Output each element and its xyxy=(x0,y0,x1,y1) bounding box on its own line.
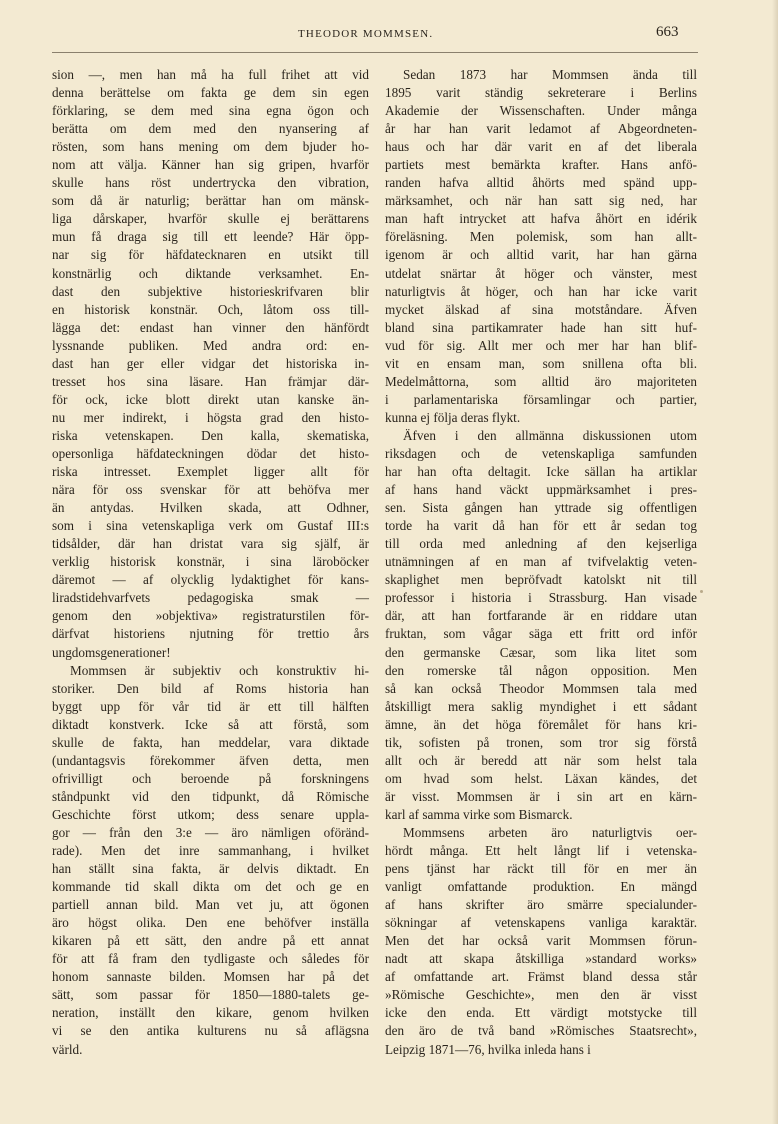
text-line: mycket älskad af sina motståndare. Äfven xyxy=(385,301,697,317)
text-line: rösten, som hans mening om dem bjuder ho- xyxy=(52,139,369,155)
text-line: den germanske Cæsar, som lika litet som xyxy=(385,644,697,660)
text-line: Äfven i den allmänna diskussionen utom xyxy=(403,427,697,443)
text-line: riska vetenskapen. Den kalla, skematiska, xyxy=(52,427,369,443)
running-head xyxy=(0,26,778,46)
page-edge-shadow xyxy=(772,0,778,1124)
text-line: sätt, som passar för 1850—1880-talets ge- xyxy=(52,987,369,1003)
text-line: Medelmåttorna, som alltid äro majoriteten xyxy=(385,373,697,389)
text-line: nu mer indirekt, i högsta grad den histo- xyxy=(52,409,369,425)
text-line: ämne, än det höga föremålet för hans kri- xyxy=(385,716,697,732)
text-line: föreläsning. Men polemisk, som han allt- xyxy=(385,229,697,245)
text-line: haus och har där varit en af det liberala xyxy=(385,139,697,155)
text-line: partiets mest bemärkta krafter. Hans anfö- xyxy=(385,157,697,173)
text-line: liradstidehvarfvets pedagogiska smak — xyxy=(52,590,369,606)
text-line: Men det har också varit Mommsen förun- xyxy=(385,933,697,949)
text-line: Geschichte först utkom; dess senare uppla- xyxy=(52,806,369,822)
text-line: fruktan, som vågar säga ett fritt ord inför xyxy=(385,626,697,642)
text-line: honom sannaste bilden. Momsen har på det xyxy=(52,969,369,985)
text-line: byggt upp för vår tid är ett till hälften xyxy=(52,698,369,714)
text-line: lyssnande publiken. Med andra ord: en- xyxy=(52,337,369,353)
margin-speck xyxy=(700,590,703,593)
text-line: genom den »objektiva» registraturstilen för- xyxy=(52,608,369,624)
text-line: bland sina partikamrater hade han sitt huf- xyxy=(385,319,697,335)
page-number: 663 xyxy=(656,24,679,40)
text-line: rade). Men det inre sammanhang, i hvilket xyxy=(52,843,369,859)
text-line: än antydas. Hvilken skada, att Odhner, xyxy=(52,500,369,516)
text-line: den äro de två band »Römisches Staatsrecht», xyxy=(385,1023,697,1039)
text-line: konstnärlig och diktande verksamhet. En- xyxy=(52,265,369,281)
text-line: vanligt omfattande produktion. En mängd xyxy=(385,879,697,895)
text-line: allt och är beredd att när som helst tala xyxy=(385,752,697,768)
text-line: ungdomsgenerationer! xyxy=(52,644,171,660)
text-line: af hans skrifter äro smärre specialunder- xyxy=(385,897,697,913)
text-line: professor i historia i Strassburg. Han visade xyxy=(385,590,697,606)
text-line: utnämningen af en man af tvifvelaktig veten- xyxy=(385,554,697,570)
text-line: partiell annan bild. Man vet ju, att ögonen xyxy=(52,897,369,913)
text-line: nadt att skapa åtskilliga »standard works» xyxy=(385,951,697,967)
text-line: för ock, icke blott direkt utan kanske än- xyxy=(52,391,369,407)
text-line: Mommsens arbeten äro naturligtvis oer- xyxy=(403,824,697,840)
text-line: vit en ensam man, som snillena ofta bli. xyxy=(385,355,697,371)
text-line: märksamhet, och när han satt sig ned, har xyxy=(385,193,697,209)
text-line: så kan också Theodor Mommsen tala med xyxy=(385,680,697,696)
text-line: den romerske tål någon opposition. Men xyxy=(385,662,697,678)
text-line: skaplighet men bepröfvadt katolskt nit till xyxy=(385,572,697,588)
text-line: år har han varit ledamot af Abgeordneten- xyxy=(385,121,697,137)
text-line: vud för sig. Allt mer och mer har han blif- xyxy=(385,337,697,353)
text-line: hördt många. Ett helt långt lif i vetenska- xyxy=(385,843,697,859)
text-line: verklig historisk konstnär, i sina läroböcker xyxy=(52,554,369,570)
text-line: därfvat historiens njutning för trettio års xyxy=(52,626,369,642)
text-line: ståndpunkt vid den tidpunkt, då Römische xyxy=(52,788,369,804)
text-line: torde ha varit då han för ett år sedan tog xyxy=(385,518,697,534)
text-line: Leipzig 1871—76, hvilka inleda hans i xyxy=(385,1041,591,1057)
text-line: där, att han fortfarande är en riddare utan xyxy=(385,608,697,624)
text-line: för att få fram den tydligaste och således för xyxy=(52,951,369,967)
text-line: nära för oss svenskar för att behöfva mer xyxy=(52,482,369,498)
text-line: äro högst olika. Den ene behöfver inställa xyxy=(52,915,369,931)
text-line: karl af samma virke som Bismarck. xyxy=(385,806,573,822)
text-line: liga dårskaper, hvarför skulle ej berättarens xyxy=(52,211,369,227)
text-line: åtskilligt mera saklig myndighet i ett sådant xyxy=(385,698,697,714)
text-line: dast den subjektive historieskrifvaren blir xyxy=(52,283,369,299)
text-line: som då är naturlig; berättar han om mänsk- xyxy=(52,193,369,209)
text-line: »Römische Geschichte», men den är visst xyxy=(385,987,697,1003)
text-line: sion —, men han må ha full frihet att vid xyxy=(52,67,369,82)
text-line: pens tjänst har räckt till för en mer än xyxy=(385,861,697,877)
text-line: opersonliga häfdateckningen dödar det histo- xyxy=(52,445,369,461)
text-line: förklaring, se dem med sina egna ögon och xyxy=(52,103,369,119)
text-line: som i sina vetenskapliga verk om Gustaf III:s xyxy=(52,518,369,534)
text-line: riksdagen och de vetenskapliga samfunden xyxy=(385,445,697,461)
text-line: Sedan 1873 har Mommsen ända till xyxy=(403,67,697,82)
text-line: i parlamentariska församlingar och partier, xyxy=(385,391,697,407)
text-line: är visst. Mommsen är i sin art en kärn- xyxy=(385,788,697,804)
text-line: värld. xyxy=(52,1041,83,1057)
running-title: THEODOR MOMMSEN. xyxy=(298,28,434,40)
text-line: däremot — af olycklig lydaktighet för kans- xyxy=(52,572,369,588)
text-line: naturligtvis åt höger, och han har icke varit xyxy=(385,283,697,299)
text-line: af hans hand väckt uppmärksamhet i pres- xyxy=(385,482,697,498)
text-line: han ställt sina fakta, är delvis diktadt. En xyxy=(52,861,369,877)
text-line: icke den enda. Ett värdigt motstycke till xyxy=(385,1005,697,1021)
text-line: berätta om dem med den nyansering af xyxy=(52,121,369,137)
text-line: af omfattande art. Främst bland dessa står xyxy=(385,969,697,985)
left-column xyxy=(52,66,369,1059)
text-line: om hvad som helst. Läxan kändes, det xyxy=(385,770,697,786)
text-line: riska intresset. Exemplet ligger allt för xyxy=(52,464,369,480)
text-line: vi se den antika kulturens nu så aflägsna xyxy=(52,1023,369,1039)
text-line: mun få draga sig till ett leende? Här öpp- xyxy=(52,229,369,245)
text-line: tresset hos sina läsare. Han främjar där- xyxy=(52,373,369,389)
text-line: nom att välja. Känner han sig gripen, hvarför xyxy=(52,157,369,173)
text-line: storiker. Den bild af Roms historia han xyxy=(52,680,369,696)
text-line: tik, sofisten på tronen, som tror sig förstå xyxy=(385,734,697,750)
text-line: tidsålder, där han dristat vara sig själf, är xyxy=(52,536,369,552)
right-column xyxy=(385,66,697,1059)
text-line: 1895 varit ständig sekreterare i Berlins xyxy=(385,85,697,101)
text-line: denna berättelse om fakta ge dem sin egen xyxy=(52,85,369,101)
text-line: sen. Sista gången han yttrade sig offentligen xyxy=(385,500,697,516)
text-line: nar sig för häfdatecknaren en utsikt till xyxy=(52,247,369,263)
text-line: till orda med anledning af den kejserliga xyxy=(385,536,697,552)
text-line: skulle de fakta, han meddelar, vara diktade xyxy=(52,734,369,750)
text-line: (undantagsvis förekommer äfven detta, men xyxy=(52,752,369,768)
text-line: man haft intrycket att hafva åhört en idérik xyxy=(385,211,697,227)
text-line: gor — från den 3:e — äro nämligen oföränd- xyxy=(52,824,369,840)
text-line: dast han ger eller vidgar det historiska in- xyxy=(52,355,369,371)
text-line: kommande tid skall dikta om det och ge en xyxy=(52,879,369,895)
text-line: har han ofta deltagit. Icke sällan ha artiklar xyxy=(385,464,697,480)
text-line: kunna ej följa deras flykt. xyxy=(385,409,521,425)
text-line: Mommsen är subjektiv och konstruktiv hi- xyxy=(70,662,369,678)
text-line: kikaren på ett sätt, den andre på ett annat xyxy=(52,933,369,949)
text-line: randen hafva alltid åhörts med spänd upp- xyxy=(385,175,697,191)
text-line: lägga det: endast han vinner den hänfördt xyxy=(52,319,369,335)
header-rule xyxy=(52,52,698,53)
text-line: sökningar af vetenskapens vanliga karaktär. xyxy=(385,915,697,931)
text-line: utdelat snärtar åt höger och vänster, mest xyxy=(385,265,697,281)
text-line: ofrivilligt och beroende på forskningens xyxy=(52,770,369,786)
text-line: en historisk konstnär. Och, låtom oss till- xyxy=(52,301,369,317)
text-line: neration, inställt den kikare, genom hvilken xyxy=(52,1005,369,1021)
text-line: Akademie der Wissenschaften. Under många xyxy=(385,103,697,119)
text-line: skulle hans röst undertrycka den vibration, xyxy=(52,175,369,191)
text-line: igenom är och alltid varit, har han gärna xyxy=(385,247,697,263)
text-line: diktadt konstverk. Icke så att förstå, som xyxy=(52,716,369,732)
